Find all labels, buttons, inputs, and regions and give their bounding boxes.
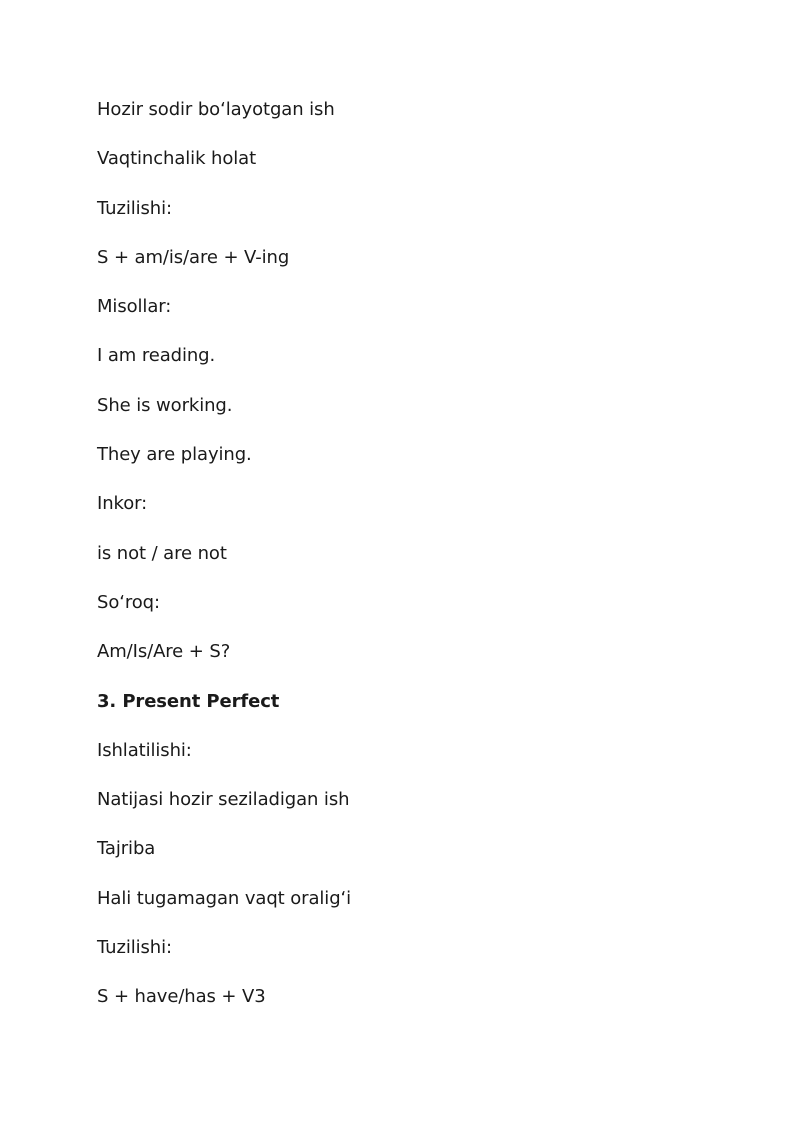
text-line: Hozir sodir bo‘layotgan ish <box>97 99 335 120</box>
text-line: S + am/is/are + V-ing <box>97 246 290 268</box>
text-line: is not / are not <box>97 542 227 564</box>
text-line: Am/Is/Are + S? <box>97 641 231 663</box>
text-line: S + have/has + V3 <box>97 986 266 1008</box>
text-line: She is working. <box>97 394 233 416</box>
text-line: Ishlatilishi: <box>97 739 192 761</box>
text-line: Vaqtinchalik holat <box>97 148 257 170</box>
section-heading: 3. Present Perfect <box>97 690 280 712</box>
text-line: Hali tugamagan vaqt oralig‘i <box>97 887 352 909</box>
text-line: Tajriba <box>97 838 156 860</box>
text-line: They are playing. <box>97 444 252 466</box>
text-line: Inkor: <box>97 493 148 515</box>
text-line: I am reading. <box>97 345 216 367</box>
text-line: Tuzilishi: <box>97 937 172 959</box>
text-line: Natijasi hozir seziladigan ish <box>97 789 350 811</box>
document-body <box>97 96 737 1033</box>
text-line: So‘roq: <box>97 591 160 613</box>
text-line: Misollar: <box>97 296 172 318</box>
text-line: Tuzilishi: <box>97 197 172 219</box>
